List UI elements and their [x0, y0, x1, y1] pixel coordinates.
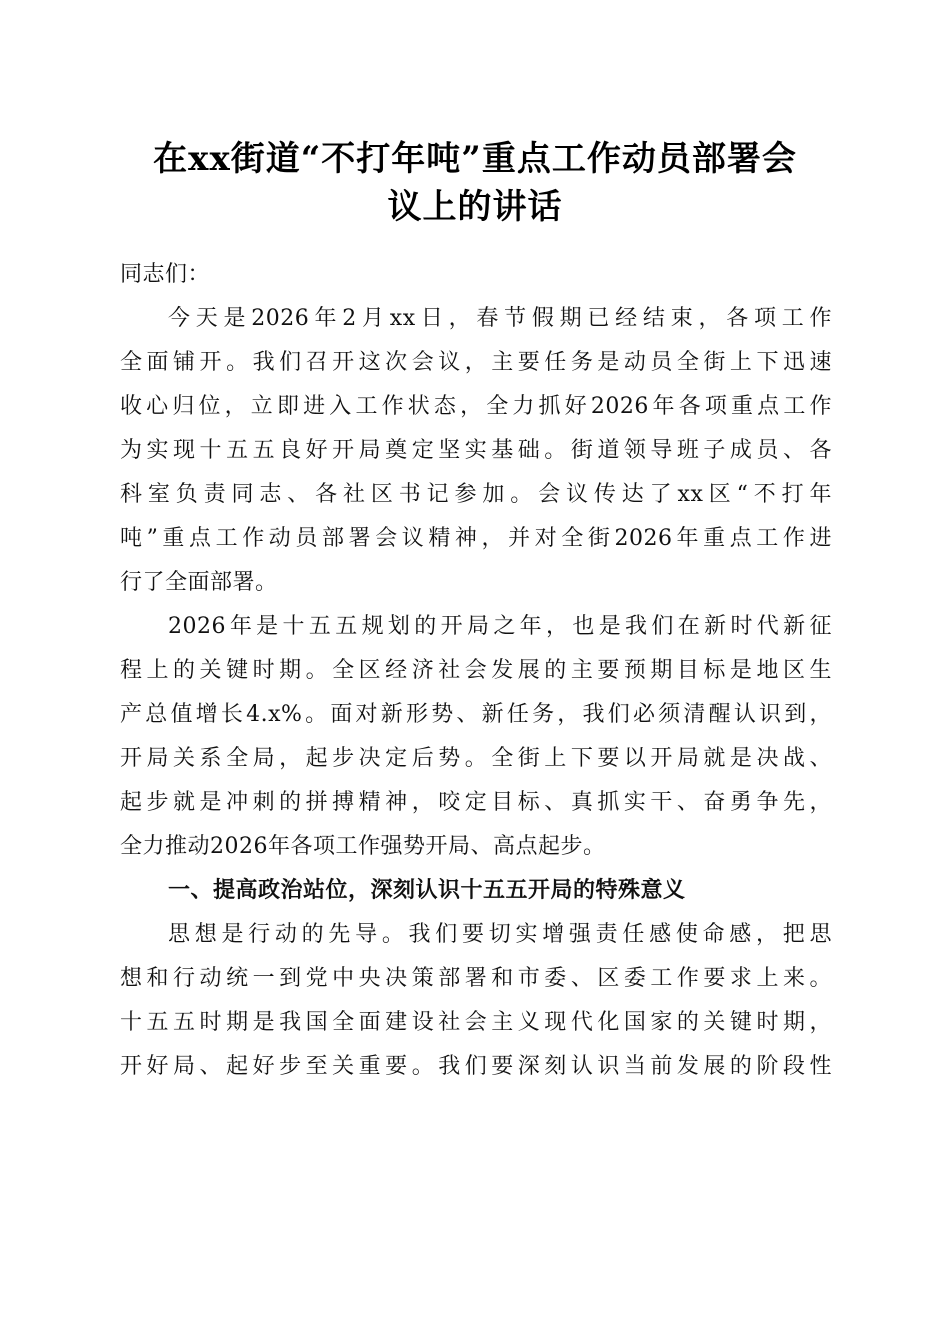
paragraph-2-line: 产总值增长4.x%。面对新形势、新任务，我们必须清醒认识到， — [120, 702, 832, 727]
paragraph-3-line: 开好局、起好步至关重要。我们要深刻认识当前发展的阶段性 — [120, 1054, 832, 1079]
paragraph-1-line: 行了全面部署。 — [120, 570, 278, 595]
document-body — [120, 253, 832, 1089]
paragraph-3-line: 思想是行动的先导。我们要切实增强责任感使命感，把思 — [168, 922, 832, 947]
paragraph-2-line: 起步就是冲刺的拼搏精神，咬定目标、真抓实干、奋勇争先， — [120, 790, 832, 815]
document-title — [100, 135, 850, 231]
paragraph-3-line: 想和行动统一到党中央决策部署和市委、区委工作要求上来。 — [120, 966, 832, 991]
paragraph-2-line: 开局关系全局，起步决定后势。全街上下要以开局就是决战、 — [120, 746, 832, 771]
paragraph-2-line: 程上的关键时期。全区经济社会发展的主要预期目标是地区生 — [120, 658, 832, 683]
section-heading-1: 一、提高政治站位，深刻认识十五五开局的特殊意义 — [168, 878, 686, 903]
title-line-1: 在xx街道“不打年吨”重点工作动员部署会 — [153, 139, 797, 179]
paragraph-3-line: 十五五时期是我国全面建设社会主义现代化国家的关键时期， — [120, 1010, 832, 1035]
paragraph-1-line: 今天是2026年2月xx日，春节假期已经结束，各项工作 — [168, 306, 832, 331]
title-line-2: 议上的讲话 — [387, 187, 563, 227]
paragraph-1-line: 全面铺开。我们召开这次会议，主要任务是动员全街上下迅速 — [120, 350, 832, 375]
paragraph-1-line: 为实现十五五良好开局奠定坚实基础。街道领导班子成员、各 — [120, 438, 832, 463]
paragraph-1-line: 收心归位，立即进入工作状态，全力抓好2026年各项重点工作 — [120, 394, 832, 419]
paragraph-1-line: 科室负责同志、各社区书记参加。会议传达了xx区“不打年 — [120, 482, 832, 507]
paragraph-1-line: 吨”重点工作动员部署会议精神，并对全街2026年重点工作进 — [120, 526, 832, 551]
salutation: 同志们： — [120, 262, 211, 287]
paragraph-2-line: 全力推动2026年各项工作强势开局、高点起步。 — [120, 834, 606, 859]
paragraph-2-line: 2026年是十五五规划的开局之年，也是我们在新时代新征 — [168, 614, 832, 639]
